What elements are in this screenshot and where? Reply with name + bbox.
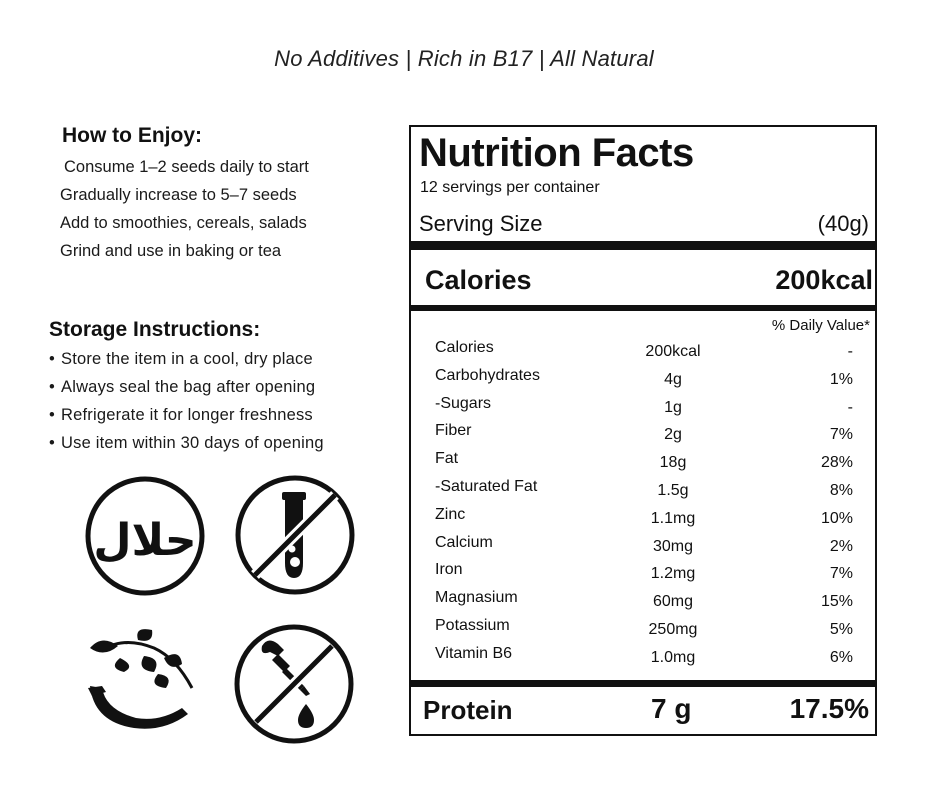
table-row xyxy=(411,643,875,671)
protein-amount: 7 g xyxy=(651,693,692,724)
table-row xyxy=(411,365,875,393)
nutrient-daily-value: 6% xyxy=(829,648,853,666)
storage-title: Storage Instructions: xyxy=(49,318,261,341)
how-to-enjoy-title: How to Enjoy: xyxy=(62,124,202,147)
table-row xyxy=(411,420,875,448)
nutrient-daily-value: 7% xyxy=(829,565,853,583)
nutrient-name: Potassium xyxy=(435,616,510,634)
nutrient-name: Iron xyxy=(435,561,463,579)
nutrient-name: Zinc xyxy=(435,505,466,523)
nutrient-daily-value: 5% xyxy=(829,620,853,638)
nutrient-name: Vitamin B6 xyxy=(435,644,513,662)
nutrient-daily-value: - xyxy=(847,343,853,360)
no-chemicals-icon xyxy=(235,475,355,595)
nutrient-amount: 18g xyxy=(659,454,687,472)
list-item-text: Use item within 30 days of opening xyxy=(61,434,324,452)
serving-size-label: Serving Size xyxy=(419,211,543,236)
serving-size-value: (40g) xyxy=(817,211,869,236)
nutrient-amount: 200kcal xyxy=(645,343,701,360)
storage-list xyxy=(49,348,324,460)
protein-daily-value: 17.5% xyxy=(789,693,869,724)
nutrient-daily-value: 15% xyxy=(820,593,853,611)
natural-care-icon xyxy=(84,628,204,748)
nutrient-daily-value: 2% xyxy=(829,537,853,555)
bullet: • xyxy=(49,378,55,396)
table-row xyxy=(411,587,875,615)
list-item: Add to smoothies, cereals, salads xyxy=(60,214,307,232)
how-to-enjoy-list xyxy=(60,156,309,268)
protein-label: Protein xyxy=(423,695,513,725)
nutrient-name: Calories xyxy=(435,339,494,356)
list-item xyxy=(49,432,324,460)
table-row xyxy=(411,476,875,504)
list-item: Grind and use in baking or tea xyxy=(60,242,282,260)
nutrient-daily-value: 1% xyxy=(829,370,853,388)
nutrient-amount: 4g xyxy=(664,370,682,388)
nutrient-name: Magnasium xyxy=(435,589,518,607)
list-item xyxy=(49,404,324,432)
nutrient-amount: 250mg xyxy=(648,620,698,638)
table-row xyxy=(411,337,875,365)
bullet: • xyxy=(49,350,55,368)
calories-value: 200kcal xyxy=(775,265,873,295)
nutrient-table xyxy=(411,337,875,671)
table-row xyxy=(411,615,875,643)
nutrient-name: Fat xyxy=(435,450,459,468)
table-row xyxy=(411,559,875,587)
divider-thick xyxy=(411,680,875,687)
table-row xyxy=(411,504,875,532)
list-item-text: Refrigerate it for longer freshness xyxy=(61,406,313,424)
servings-per-container: 12 servings per container xyxy=(420,179,600,196)
table-row xyxy=(411,393,875,421)
nutrient-daily-value: - xyxy=(847,398,853,416)
table-row xyxy=(411,532,875,560)
nutrient-amount: 1g xyxy=(664,398,682,416)
list-item-text: Store the item in a cool, dry place xyxy=(61,350,313,368)
nutrient-name: Fiber xyxy=(435,422,472,440)
nutrient-amount: 1.1mg xyxy=(650,509,696,527)
nutrient-daily-value: 8% xyxy=(829,481,853,499)
nutrient-name: Calcium xyxy=(435,533,493,551)
table-row xyxy=(411,448,875,476)
nutrient-name: -Sugars xyxy=(435,394,492,412)
divider-thick xyxy=(411,241,875,250)
nutrient-daily-value: 28% xyxy=(820,454,853,472)
halal-text: حلال xyxy=(93,515,197,566)
nutrient-amount: 2g xyxy=(664,426,682,444)
list-item xyxy=(49,376,324,404)
tagline: No Additives | Rich in B17 | All Natural xyxy=(274,46,654,71)
nutrient-amount: 30mg xyxy=(652,537,694,555)
list-item xyxy=(49,348,324,376)
nutrient-amount: 1.2mg xyxy=(650,565,696,583)
bullet: • xyxy=(49,406,55,424)
nutrient-daily-value: 10% xyxy=(820,509,853,527)
list-item-text: Always seal the bag after opening xyxy=(61,378,316,396)
list-item: Consume 1–2 seeds daily to start xyxy=(64,158,309,176)
divider xyxy=(411,305,875,311)
nutrient-name: Carbohydrates xyxy=(435,366,540,384)
list-item: Gradually increase to 5–7 seeds xyxy=(60,186,297,204)
nutrient-daily-value: 7% xyxy=(829,426,853,444)
nutrient-amount: 1.5g xyxy=(657,481,689,499)
nutrition-facts-panel xyxy=(409,125,877,736)
daily-value-header: % Daily Value* xyxy=(771,317,870,334)
nutrient-amount: 1.0mg xyxy=(650,648,696,666)
bullet: • xyxy=(49,434,55,452)
nutrient-amount: 60mg xyxy=(652,593,694,611)
no-oil-icon xyxy=(234,624,354,744)
halal-icon xyxy=(85,476,205,596)
nutrition-facts-title: Nutrition Facts xyxy=(419,131,694,175)
calories-label: Calories xyxy=(425,265,532,295)
nutrient-name: -Saturated Fat xyxy=(435,477,538,495)
